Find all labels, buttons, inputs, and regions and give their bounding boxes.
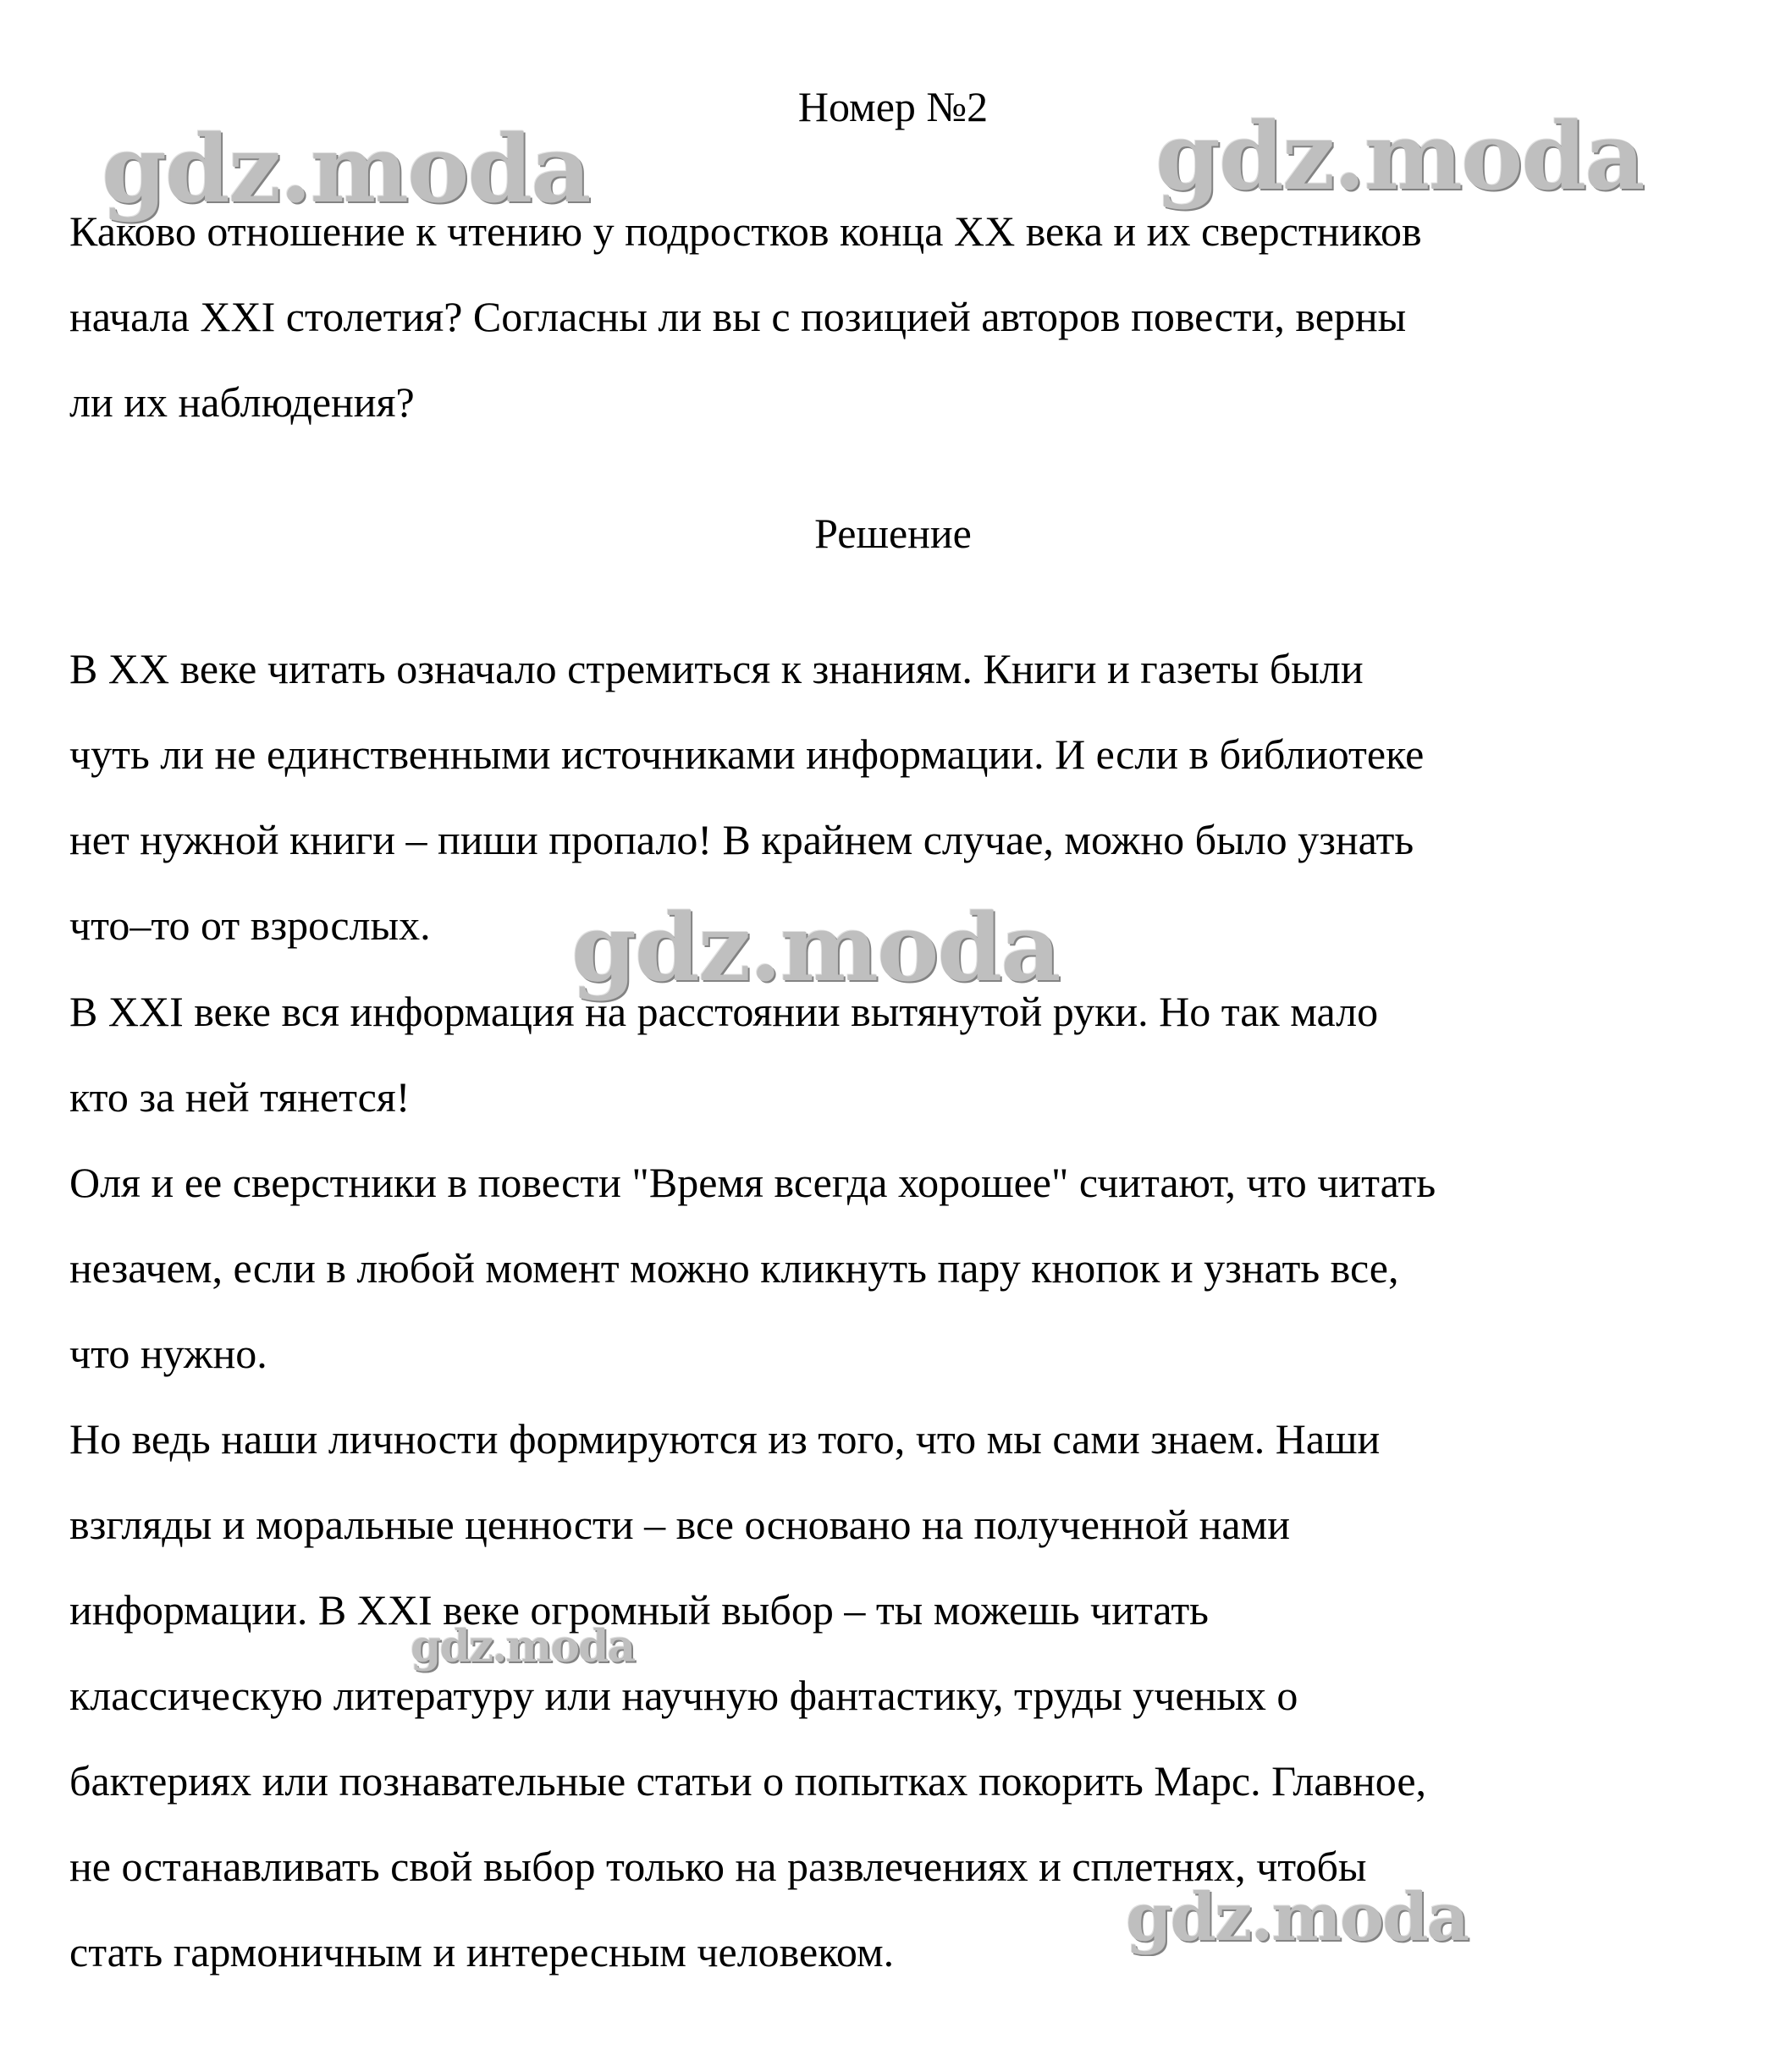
paragraph-line: В XXI веке вся информация на расстоянии вытянутой руки. Но так мало [69,988,1379,1035]
solution-paragraph [69,1397,1728,1995]
paragraph-line: информации. В XXI веке огромный выбор – ты можешь читать [69,1586,1209,1634]
paragraph-line: что–то от взрослых. [69,901,431,949]
watermark-logo: gdz.moda [1155,102,1644,211]
paragraph-line: чуть ли не единственными источниками информации. И если в библиотеке [69,730,1425,778]
watermark-logo: gdz.moda [1126,1879,1469,1956]
question-line: ли их наблюдения? [69,378,415,426]
paragraph-line: кто за ней тянется! [69,1073,411,1121]
question-text [69,189,1728,445]
solution-title: Решение [814,510,972,557]
paragraph-line: Оля и ее сверстники в повести "Время всегда хорошее" считают, что читать [69,1159,1436,1206]
paragraph-line: не останавливать свой выбор только на развлечениях и сплетнях, чтобы [69,1843,1367,1890]
paragraph-line: бактериях или познавательные статьи о попытках покорить Марс. Главное, [69,1757,1427,1805]
solution-paragraph [69,1140,1728,1397]
watermark-logo: gdz.moda [102,114,590,223]
paragraph-line: нет нужной книги – пиши пропало! В крайнем случае, можно было узнать [69,816,1414,863]
paragraph-line: В XX веке читать означало стремиться к знаниям. Книги и газеты были [69,645,1364,692]
paragraph-line: классическую литературу или научную фантастику, труды ученых о [69,1672,1298,1719]
question-line: Каково отношение к чтению у подростков конца XX века и их сверстников [69,207,1422,255]
question-line: начала XXI столетия? Согласны ли вы с позицией авторов повести, верны [69,293,1407,340]
page-title: Номер №2 [797,83,989,130]
paragraph-line: взгляды и моральные ценности – все основано на полученной нами [69,1501,1291,1548]
watermark-logo: gdz.moda [571,893,1060,1002]
paragraph-line: стать гармоничным и интересным человеком. [69,1928,895,1976]
paragraph-line: незачем, если в любой момент можно кликнуть пару кнопок и узнать все, [69,1244,1399,1292]
paragraph-line: что нужно. [69,1330,267,1377]
watermark-logo: gdz.moda [411,1621,635,1672]
paragraph-line: Но ведь наши личности формируются из того, что мы сами знаем. Наши [69,1415,1381,1463]
